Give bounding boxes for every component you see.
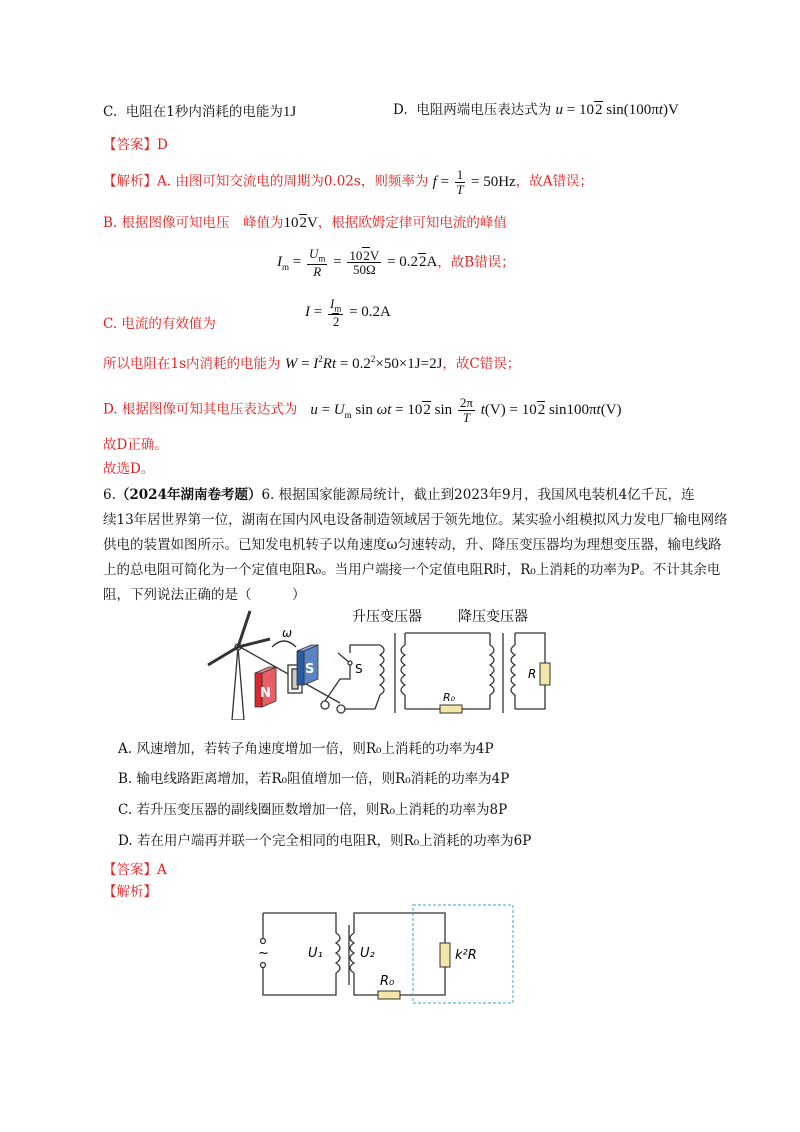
ac-source-symbol: ~: [258, 946, 269, 961]
primary-coil: [336, 933, 340, 973]
resistor-r0-equiv: [378, 991, 400, 999]
question-6-line-1: 6.（2024年湖南卷考题）6. 根据国家能源局统计，截止到2023年9月，我国风电装机4亿千瓦，连: [103, 487, 695, 503]
step-down-primary-coil: [490, 633, 494, 709]
step-down-label: 降压变压器: [458, 609, 528, 625]
analysis-c: C. 电流的有效值为: [103, 316, 216, 332]
magnet-n-label: N: [260, 686, 271, 701]
option-a[interactable]: A. 风速增加，若转子角速度增加一倍，则R₀上消耗的功率为4P: [118, 741, 494, 757]
analysis-b: B. 根据图像可知电压 峰值为102V，根据欧姆定律可知电流的峰值: [103, 215, 507, 231]
frequency-formula: f = $\frac{1}{T}$ = 50Hz: [432, 167, 516, 197]
option-c[interactable]: C. 若升压变压器的副线圈匝数增加一倍，则R₀上消耗的功率为8P: [118, 802, 508, 818]
energy-formula: $W = I^2Rt = 0.2^2\times 50\times 1J=2J$: [284, 354, 443, 372]
question-6-line-5: 阻，下列说法正确的是（ ）: [103, 587, 306, 603]
option-c-previous: C. 电阻在1秒内消耗的电能为1J: [103, 104, 297, 120]
conclusion-2: 故选D。: [103, 461, 155, 477]
omega-arrow: [272, 641, 296, 647]
effective-current-formula: I = $\frac{I_m}{2}$ = 0.2A: [305, 296, 391, 330]
option-d-previous: D. 电阻两端电压表达式为 u = 102 sin(100πt)V: [393, 102, 679, 118]
r0-label-equiv: R₀: [380, 974, 395, 989]
omega-label: ω: [282, 626, 293, 640]
option-d-formula: u = 102 sin(100πt)V: [555, 102, 679, 118]
conclusion-1: 故D正确。: [103, 437, 168, 453]
analysis-b-formula: $I_m$ = $\frac{U_m}{R}$ = $\frac{102V}{50\Omega}$ = 0.22A，故B错误；: [277, 246, 515, 280]
analysis-d: D. 根据图像可知其电压表达式为 $u = U_m$ sin ωt = 102 sin $\frac{2\pi}{T}$ t(V) = 102 sin100πt(V): [103, 395, 622, 425]
slip-ring: [321, 701, 329, 709]
answer-2: 【答案】A: [103, 862, 167, 878]
step-up-primary-coil: [375, 645, 384, 709]
wind-power-circuit-diagram: [200, 603, 560, 720]
analysis-2-tag: 【解析】: [103, 884, 157, 900]
analysis-c2: 所以电阻在1s内消耗的电能为 $W = I^2Rt = 0.2^2\times 50\times 1J=2J$，故C错误；: [103, 354, 521, 372]
primary-loop: [263, 913, 336, 995]
option-d[interactable]: D. 若在用户端再并联一个完全相同的电阻R，则R₀上消耗的功率为6P: [118, 833, 532, 849]
option-b[interactable]: B. 输电线路距离增加，若R₀阻值增加一倍，则R₀消耗的功率为4P: [118, 771, 510, 787]
resistor-r0: [440, 705, 462, 713]
resistor-r: [540, 663, 550, 685]
analysis-a: 【解析】A. 由图可知交流电的周期为0.02s，则频率为 f = $\frac{1}{T}$ = 50Hz，故A错误；: [103, 167, 593, 197]
u1-label: U₁: [308, 946, 323, 961]
switch-wire: [325, 645, 375, 701]
slip-ring: [337, 705, 345, 713]
u2-label: U₂: [360, 946, 375, 961]
question-6-line-3: 供电的装置如图所示。已知发电机转子以角速度ω匀速转动，升、降压变压器均为理想变压器，输电线路: [103, 537, 722, 553]
secondary-coil: [350, 933, 354, 973]
k2r-label: k²R: [455, 948, 477, 963]
question-6-line-4: 上的总电阻可简化为一个定值电阻R₀。当用户端接一个定值电阻R时，R₀上消耗的功率为P。不计其余电: [103, 562, 721, 578]
peak-voltage: 102V: [283, 215, 318, 231]
r-label: R: [528, 667, 537, 681]
r0-label: R₀: [443, 691, 456, 704]
step-down-secondary-coil: [511, 645, 515, 709]
turbine-tower: [232, 647, 244, 720]
switch-label: S: [355, 662, 363, 676]
step-up-secondary-coil: [401, 645, 405, 709]
voltage-expression: $u = U_m$ sin ωt = 102 sin $\frac{2\pi}{T}$ t(V) = 102 sin100πt(V): [310, 395, 622, 425]
magnet-s-label: S: [305, 662, 315, 677]
question-6-line-2: 续13年居世界第一位，湖南在国内风电设备制造领域居于领先地位。某实验小组模拟风力发电厂输电网络: [103, 512, 728, 528]
equivalent-circuit-diagram: [258, 903, 520, 1007]
step-up-label: 升压变压器: [352, 609, 422, 625]
answer-1: 【答案】D: [103, 137, 168, 153]
resistor-k2r: [440, 943, 450, 967]
